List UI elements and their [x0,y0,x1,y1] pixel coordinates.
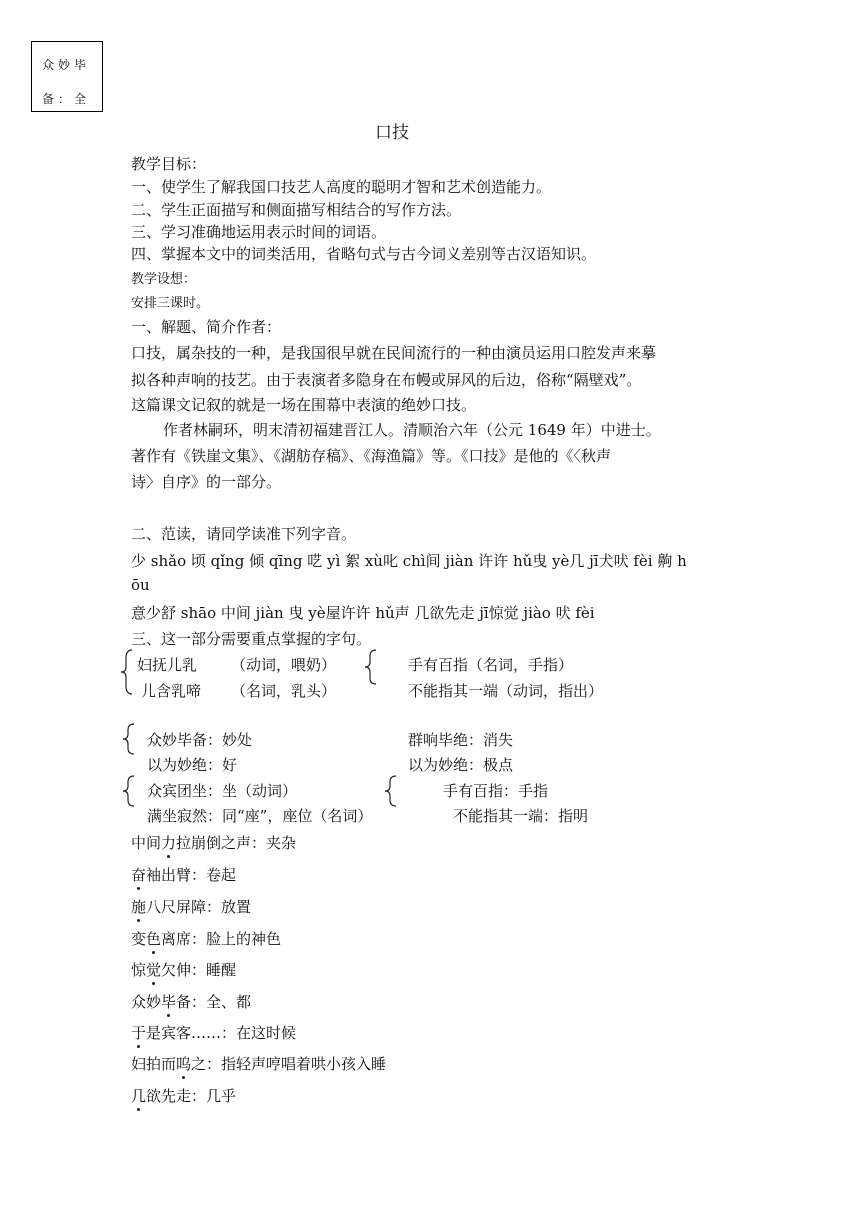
gloss-6-post: 备：全、都 [176,993,252,1011]
group3-left-line-2: 满坐寂然：同“座”，座位（名词） [147,807,373,825]
group2-right-line-2: 以为妙绝：极点 [408,756,514,774]
gloss-9-post: 欲先走：几乎 [146,1087,237,1105]
gloss-1-pre: 中间 [131,834,162,852]
gloss-4-dotted-char: 色 [146,930,162,948]
section1-para2-line1: 作者林嗣环，明末清初福建晋江人。清顺治六年（公元 1649 年）中进士。 [163,421,661,439]
pronunciation-line-1-cont: ōu [131,576,150,594]
gloss-3-post: 八尺屏障：放置 [146,898,252,916]
gloss-line-3 [131,896,251,917]
group1-left-word-2: 儿含乳啼 [141,682,202,700]
gloss-1-dotted-char: 力 [161,834,177,852]
group1-left-word-1: 妇抚儿乳 [137,656,198,674]
gloss-6-dotted-char: 毕 [161,993,177,1011]
gloss-2-dotted-char: 奋 [131,866,147,884]
section1-para1-line1: 口技，属杂技的一种，是我国很早就在民间流行的一种由演员运用口腔发声来摹 [131,344,657,362]
corner-note-line-1: 众妙毕 [42,58,91,72]
right-brace-3 [384,774,398,808]
gloss-7-dotted-char: 于 [131,1024,147,1042]
group1-left-note-1: （动词，喂奶） [231,656,337,674]
gloss-5-dotted-char: 觉 [146,961,162,979]
goal-item-3: 三、学习准确地运用表示时间的词语。 [131,223,387,241]
gloss-1-post: 拉崩倒之声：夹杂 [176,834,297,852]
gloss-line-1 [131,832,296,853]
section1-para1-line3: 这篇课文记叙的就是一场在围幕中表演的绝妙口技。 [131,396,477,414]
gloss-2-post: 袖出臂：卷起 [146,866,237,884]
gloss-9-dotted-char: 几 [131,1087,147,1105]
group3-right-line-2: 不能指其一端：指明 [453,807,589,825]
gloss-line-7 [131,1022,296,1043]
gloss-5-pre: 惊 [131,961,147,979]
gloss-line-8 [131,1053,386,1074]
gloss-5-post: 欠伸：睡醒 [161,961,237,979]
left-brace-2 [122,722,136,756]
section1-para2-line3: 诗〉自序》的一部分。 [131,473,282,491]
group3-right-line-1: 手有百指：手指 [443,782,549,800]
goals-heading: 教学目标： [131,155,207,173]
gloss-line-5 [131,959,236,980]
gloss-8-post: 之：指轻声哼唱着哄小孩入睡 [191,1055,387,1073]
right-brace-1 [364,648,378,686]
group2-left-line-1: 众妙毕备：妙处 [147,731,253,749]
pronunciation-line-1: 少 shǎo 顷 qǐng 倾 qīng 呓 yì 絮 xù叱 chì间 jiàn 许许 hǔ曳 yè几 jī犬吠 fèi 齁 h [131,552,687,570]
goal-item-1: 一、使学生了解我国口技艺人高度的聪明才智和艺术创造能力。 [131,178,552,196]
design-heading: 教学设想： [131,272,197,287]
pronunciation-line-2: 意少舒 shāo 中间 jiàn 曳 yè屋许许 hǔ声 几欲先走 jī惊觉 jiào 吠 fèi [131,604,595,622]
corner-note-box [31,41,103,112]
gloss-8-dotted-char: 呜 [176,1055,192,1073]
gloss-4-post: 离席：脸上的神色 [161,930,282,948]
gloss-3-dotted-char: 施 [131,898,147,916]
design-line: 安排三课时。 [131,296,210,311]
group2-right-line-1: 群响毕绝：消失 [408,731,514,749]
page-title: 口技 [375,123,409,143]
goal-item-4: 四、掌握本文中的词类活用，省略句式与古今词义差别等古汉语知识。 [131,245,597,263]
gloss-8-pre: 妇拍而 [131,1055,177,1073]
section1-para2-line2: 著作有《铁崖文集》、《湖舫存稿》、《海渔篇》等。《口技》是他的《〈秋声 [131,447,612,465]
group1-right-line-1: 手有百指（名词，手指） [408,656,574,674]
corner-note-line-2: 备：全 [42,92,91,106]
group1-left-note-2: （名词，乳头） [231,682,337,700]
group3-left-line-1: 众宾团坐：坐（动词） [147,782,298,800]
gloss-line-6 [131,991,251,1012]
goal-item-2: 二、学生正面描写和侧面描写相结合的写作方法。 [131,201,462,219]
section3-heading: 三、这一部分需要重点掌握的字句。 [131,630,372,648]
section1-para1-line2: 拟各种声响的技艺。由于表演者多隐身在布幔或屏风的后边，俗称“隔壁戏”。 [131,371,642,389]
group1-right-line-2: 不能指其一端（动词，指出） [408,682,604,700]
section2-heading: 二、范读，请同学读准下列字音。 [131,525,357,543]
gloss-6-pre: 众妙 [131,993,162,1011]
left-brace-3 [122,774,136,808]
left-brace-1 [120,648,134,696]
gloss-line-2 [131,864,236,885]
gloss-7-post: 是宾客……：在这时候 [146,1024,297,1042]
gloss-4-pre: 变 [131,930,147,948]
gloss-line-9 [131,1085,236,1106]
group2-left-line-2: 以为妙绝：好 [147,756,238,774]
section1-heading: 一、解题、简介作者： [131,318,282,336]
gloss-line-4 [131,928,281,949]
